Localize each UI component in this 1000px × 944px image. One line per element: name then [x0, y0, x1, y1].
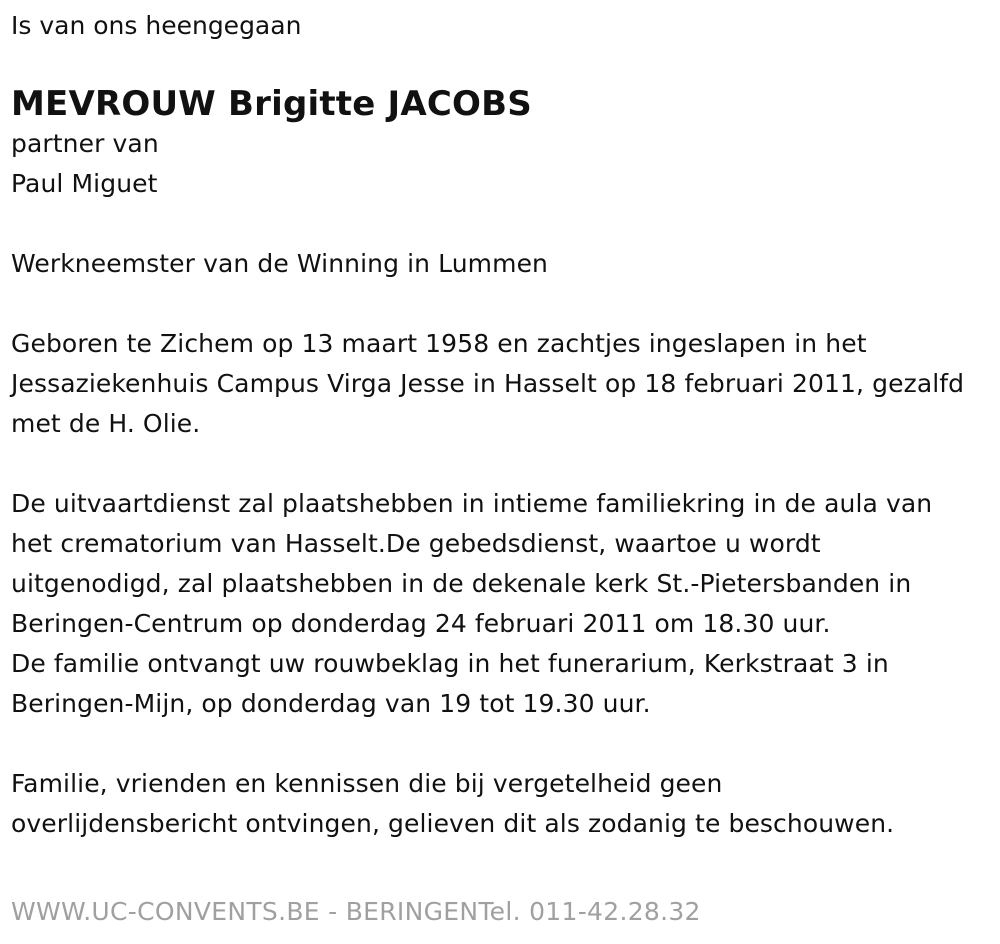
spacer: [11, 724, 996, 764]
intro-text: Is van ons heengegaan: [11, 11, 302, 40]
spacer: [11, 444, 996, 484]
paragraph-line: De familie ontvangt uw rouwbeklag in het funerarium, Kerkstraat 3 in: [11, 649, 889, 678]
spacer: [11, 204, 996, 244]
obituary-notice: [11, 8, 996, 844]
paragraph-line: overlijdensbericht ontvingen, gelieven dit als zodanig te beschouwen.: [11, 809, 895, 838]
spacer: [11, 284, 996, 324]
paragraph-line: met de H. Olie.: [11, 409, 201, 438]
paragraph-line: het crematorium van Hasselt.De gebedsdienst, waartoe u wordt: [11, 529, 821, 558]
paragraph-line: Familie, vrienden en kennissen die bij vergetelheid geen: [11, 769, 723, 798]
relation-label: partner van: [11, 129, 159, 158]
paragraph-line: Jessaziekenhuis Campus Virga Jesse in Hasselt op 18 februari 2011, gezalfd: [11, 369, 965, 398]
footer-contact: WWW.UC-CONVENTS.BE - BERINGENTel. 011-42.28.32: [11, 897, 701, 926]
paragraph-line: De uitvaartdienst zal plaatshebben in intieme familiekring in de aula van: [11, 489, 933, 518]
deceased-name: MEVROUW Brigitte JACOBS: [11, 84, 532, 124]
paragraph-line: uitgenodigd, zal plaatshebben in de dekenale kerk St.-Pietersbanden in: [11, 569, 912, 598]
paragraph-line: Beringen-Mijn, op donderdag van 19 tot 19.30 uur.: [11, 689, 651, 718]
service-paragraph: [11, 484, 996, 724]
partner-name: Paul Miguet: [11, 169, 158, 198]
paragraph-line: Beringen-Centrum op donderdag 24 februari 2011 om 18.30 uur.: [11, 609, 831, 638]
employment-text: Werkneemster van de Winning in Lummen: [11, 249, 549, 278]
notice-paragraph: [11, 764, 996, 844]
paragraph-line: Geboren te Zichem op 13 maart 1958 en zachtjes ingeslapen in het: [11, 329, 867, 358]
birth-death-paragraph: [11, 324, 996, 444]
